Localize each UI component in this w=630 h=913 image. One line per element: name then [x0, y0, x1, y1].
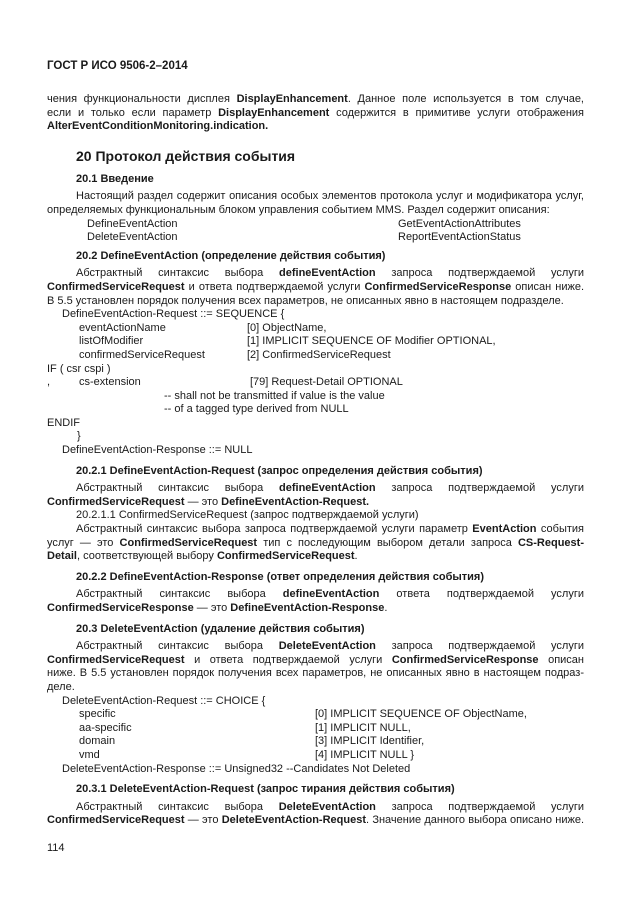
- code-line: DefineEventAction-Response ::= NULL: [62, 444, 253, 457]
- intro-term: DisplayEnhancement: [218, 106, 330, 119]
- code-type: [0] ObjectName,: [247, 321, 327, 334]
- para-term: DeleteEventAction: [278, 640, 376, 653]
- code-type: [4] IMPLICIT NULL }: [315, 748, 415, 761]
- code-field: domain: [79, 735, 116, 748]
- code-line: DeleteEventAction-Response ::= Unsigned32 --Candidates Not Deleted: [62, 762, 411, 775]
- code-field: cs-extension: [79, 376, 141, 389]
- section-20-2-title: 20.2 DefineEventAction (определение действия события): [76, 249, 386, 262]
- para-text: В 5.5 установлен порядок получения всех параметров, не описанных явно в настоящем подразделе.: [47, 294, 564, 307]
- code-type: [2] ConfirmedServiceRequest: [247, 348, 391, 361]
- para-term: DeleteEventAction-Request: [221, 814, 366, 827]
- para-text: ответа подтверждаемой услуги: [379, 588, 584, 601]
- para-text: . Значение данного выбора описано ниже.: [366, 814, 584, 827]
- para-term: ConfirmedServiceResponse: [47, 602, 194, 614]
- para-text: услуг — это: [47, 536, 120, 549]
- code-line: IF ( csr cspi ): [47, 362, 111, 375]
- para-term: Detail: [47, 550, 77, 563]
- code-line: ENDIF: [47, 416, 80, 429]
- para-term: ConfirmedServiceRequest: [216, 550, 355, 563]
- section-20-2-2-title: 20.2.2 DefineEventAction-Response (ответ определения действия события): [76, 570, 485, 583]
- intro-term: AlterEventConditionMonitoring.indication.: [47, 120, 269, 133]
- para-text: , соответствующей выбору: [76, 550, 217, 563]
- section-20-title: 20 Протокол действия события: [76, 147, 296, 164]
- list-item: DeleteEventAction: [87, 231, 178, 244]
- para-term: ConfirmedServiceRequest: [47, 653, 185, 666]
- intro-text: чения функциональности дисплея: [47, 93, 237, 105]
- para-term: ConfirmedServiceRequest: [119, 536, 258, 549]
- section-20-1-text: Настоящий раздел содержит описания особых элементов протокола услуг и модификатора услуг,: [76, 190, 584, 203]
- code-field: vmd: [79, 748, 100, 761]
- para-text: деле.: [47, 680, 75, 693]
- para-term: DeleteEventAction: [278, 800, 376, 813]
- list-item: ReportEventActionStatus: [398, 231, 521, 244]
- para-term: defineEventAction: [279, 267, 376, 280]
- para-term: ConfirmedServiceRequest: [47, 814, 185, 827]
- intro-term: DisplayEnhancement: [236, 93, 348, 105]
- para-text: запроса подтверждаемой услуги: [375, 640, 584, 653]
- para-term: ConfirmedServiceResponse: [364, 280, 512, 293]
- code-field: listOfModifier: [79, 335, 144, 348]
- para-text: события: [536, 523, 584, 536]
- subsection-20-2-1-1: 20.2.1.1 ConfirmedServiceRequest (запрос подтверждаемой услуги): [76, 509, 419, 522]
- code-field: aa-specific: [79, 721, 132, 734]
- para-text: — это: [184, 495, 222, 508]
- section-20-3-title: 20.3 DeleteEventAction (удаление действия события): [76, 622, 365, 635]
- service-list-row: [47, 231, 584, 245]
- para-text: описан: [538, 653, 584, 666]
- code-line: }: [77, 430, 81, 443]
- code-type: [79] Request-Detail OPTIONAL: [250, 376, 403, 389]
- list-item: DefineEventAction: [87, 217, 178, 230]
- para-text: запроса подтверждаемой услуги: [375, 482, 584, 495]
- para-term: DefineEventAction-Response: [230, 602, 385, 614]
- asn1-code-block: [47, 308, 584, 458]
- para-text: и ответа подтверждаемой услуги: [184, 280, 365, 293]
- para-text: — это: [184, 814, 222, 827]
- code-line: ,: [47, 376, 51, 389]
- list-item: GetEventActionAttributes: [398, 217, 521, 230]
- section-20-2-1-title: 20.2.1 DefineEventAction-Request (запрос определения действия события): [76, 464, 483, 477]
- code-field: specific: [79, 708, 116, 721]
- asn1-code-block: [47, 695, 584, 777]
- section-20-3-1-title: 20.3.1 DeleteEventAction-Request (запрос тирания действия события): [76, 783, 455, 796]
- service-list-row: [47, 218, 584, 232]
- para-term: EventAction: [472, 523, 537, 536]
- para-term: DefineEventAction-Request.: [221, 495, 370, 508]
- para-term: ConfirmedServiceRequest: [47, 280, 185, 293]
- para-text: Абстрактный синтаксис выбора: [76, 640, 279, 653]
- para-text: Абстрактный синтаксис выбора запроса подтверждаемой услуги параметр: [76, 523, 473, 536]
- para-text: Абстрактный синтаксис выбора: [76, 482, 280, 495]
- code-comment: -- shall not be transmitted if value is the value: [164, 389, 385, 402]
- section-20-1-text: определяемых функциональным блоком управления событием MMS. Раздел содержит описания:: [47, 203, 550, 216]
- para-term: defineEventAction: [279, 482, 376, 495]
- code-type: [3] IMPLICIT Identifier,: [315, 735, 425, 748]
- code-field: confirmedServiceRequest: [79, 348, 205, 361]
- para-text: Абстрактный синтаксис выбора: [76, 588, 283, 601]
- para-text: запроса подтверждаемой услуги: [375, 267, 584, 280]
- code-type: [1] IMPLICIT NULL,: [315, 721, 411, 734]
- para-text: запроса подтверждаемой услуги: [375, 800, 584, 813]
- para-term: ConfirmedServiceRequest: [47, 495, 185, 508]
- para-text: — это: [193, 602, 231, 614]
- intro-text: если и только если параметр: [47, 106, 219, 119]
- intro-text: . Данное поле используется в том случае,: [347, 93, 584, 105]
- running-header: ГОСТ Р ИСО 9506-2–2014: [47, 60, 188, 72]
- page-number: 114: [47, 842, 65, 854]
- code-field: eventActionName: [79, 321, 166, 334]
- page-body: [47, 93, 584, 828]
- para-text: ниже. В 5.5 установлен порядок получения всех параметров, не описанных явно в настоящем подраз-: [47, 667, 584, 680]
- para-term: CS-Request-: [517, 536, 584, 549]
- para-text: .: [384, 602, 388, 614]
- intro-text: содержится в примитиве услуги отображения: [329, 106, 584, 119]
- para-term: defineEventAction: [282, 588, 380, 601]
- para-term: ConfirmedServiceResponse: [391, 653, 539, 666]
- para-text: .: [354, 550, 358, 563]
- intro-paragraph: [47, 93, 584, 134]
- section-20-1-title: 20.1 Введение: [76, 172, 154, 185]
- code-type: [1] IMPLICIT SEQUENCE OF Modifier OPTIONAL,: [247, 335, 496, 348]
- code-line: DefineEventAction-Request ::= SEQUENCE {: [62, 308, 285, 321]
- para-text: Абстрактный синтаксис выбора: [76, 267, 280, 280]
- para-text: описан ниже.: [511, 280, 584, 293]
- code-line: DeleteEventAction-Request ::= CHOICE {: [62, 694, 266, 707]
- para-text: и ответа подтверждаемой услуги: [184, 653, 392, 666]
- code-comment: -- of a tagged type derived from NULL: [164, 403, 349, 416]
- code-type: [0] IMPLICIT SEQUENCE OF ObjectName,: [315, 708, 527, 721]
- para-text: тип с последующим выбором детали запроса: [257, 536, 518, 549]
- para-text: Абстрактный синтаксис выбора: [76, 800, 279, 813]
